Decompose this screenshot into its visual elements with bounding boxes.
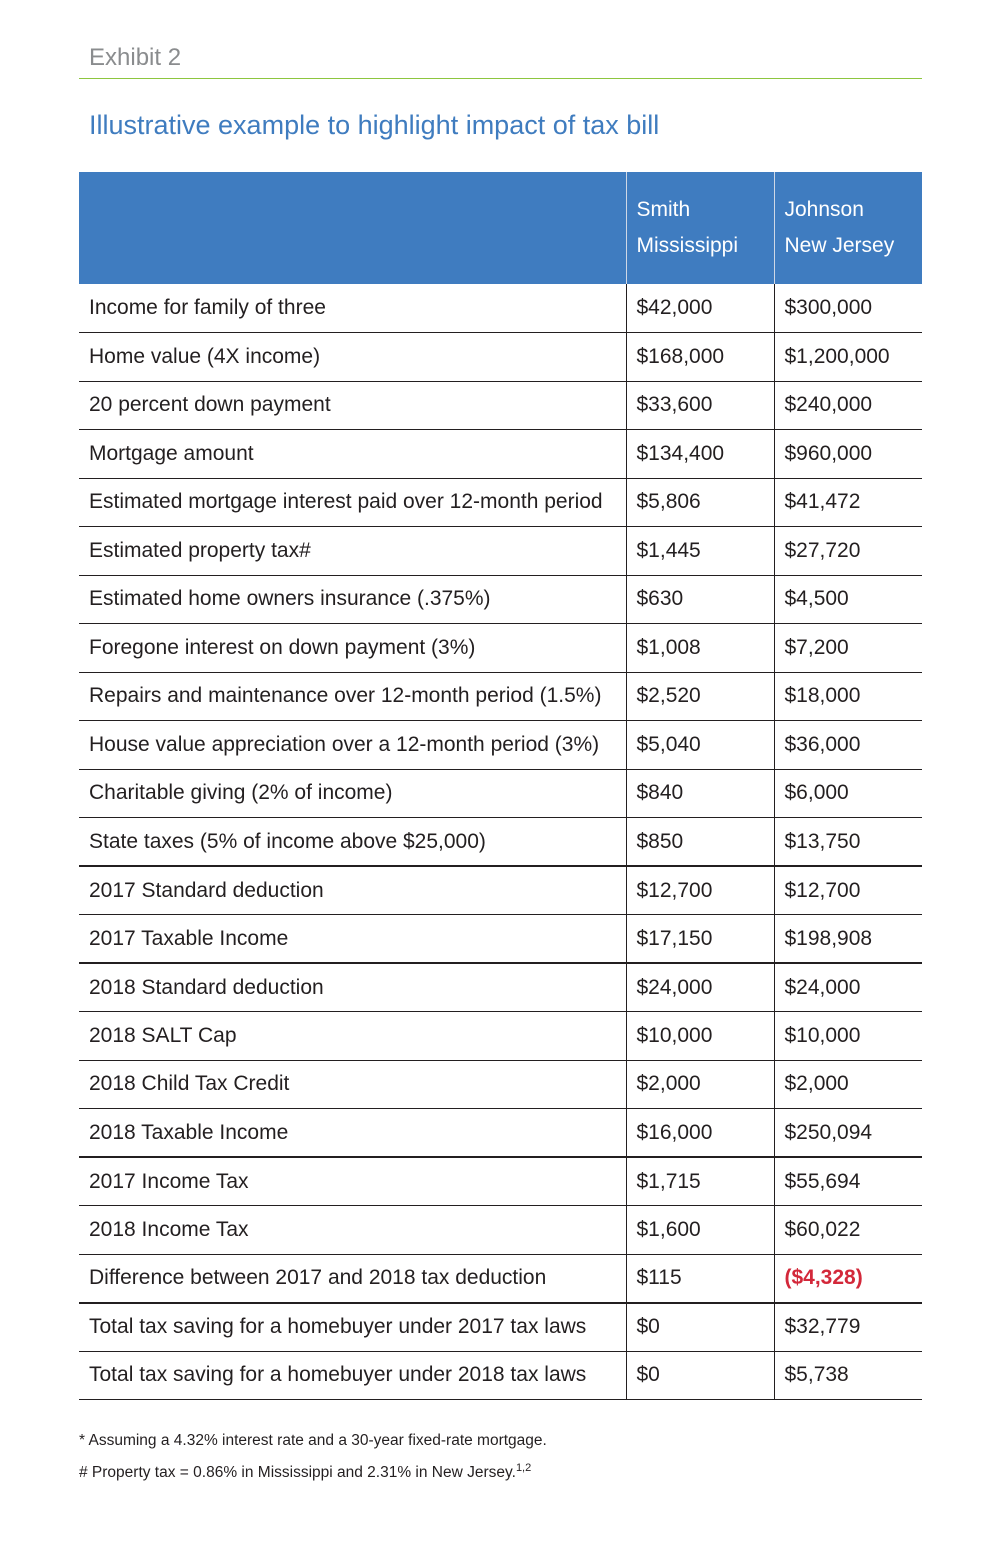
table-row [79, 1157, 922, 1206]
johnson-value: $36,000 [774, 721, 922, 770]
row-label: Repairs and maintenance over 12-month period (1.5%) [79, 672, 626, 721]
johnson-value: $55,694 [774, 1157, 922, 1206]
table-row [79, 1254, 922, 1303]
row-label: 2018 Standard deduction [79, 963, 626, 1012]
header-smith-name: Smith [636, 198, 691, 221]
table-row [79, 1351, 922, 1400]
smith-value: $840 [626, 769, 774, 818]
table-row [79, 575, 922, 624]
footnote-reference: 1,2 [515, 1462, 532, 1474]
johnson-value: $12,700 [774, 866, 922, 915]
smith-value: $42,000 [626, 284, 774, 333]
johnson-value: $2,000 [774, 1060, 922, 1109]
smith-value: $1,008 [626, 624, 774, 673]
smith-value: $115 [626, 1254, 774, 1303]
row-label: 20 percent down payment [79, 381, 626, 430]
row-label: 2017 Standard deduction [79, 866, 626, 915]
johnson-value: $32,779 [774, 1303, 922, 1352]
row-label: Foregone interest on down payment (3%) [79, 624, 626, 673]
johnson-value: $7,200 [774, 624, 922, 673]
smith-value: $0 [626, 1303, 774, 1352]
johnson-value: $198,908 [774, 915, 922, 964]
johnson-value: $240,000 [774, 381, 922, 430]
smith-value: $134,400 [626, 430, 774, 479]
smith-value: $5,806 [626, 478, 774, 527]
table-row [79, 1206, 922, 1255]
table-row [79, 866, 922, 915]
row-label: 2017 Taxable Income [79, 915, 626, 964]
johnson-value: $6,000 [774, 769, 922, 818]
johnson-value: $960,000 [774, 430, 922, 479]
smith-value: $2,000 [626, 1060, 774, 1109]
header-smith-state: Mississippi [636, 234, 739, 257]
table-row [79, 478, 922, 527]
smith-value: $1,715 [626, 1157, 774, 1206]
row-label: State taxes (5% of income above $25,000) [79, 818, 626, 867]
smith-value: $10,000 [626, 1012, 774, 1061]
row-label: 2018 Child Tax Credit [79, 1060, 626, 1109]
table-row [79, 1303, 922, 1352]
header-johnson-state: New Jersey [784, 234, 895, 257]
smith-value: $168,000 [626, 333, 774, 382]
johnson-value: $13,750 [774, 818, 922, 867]
smith-value: $1,600 [626, 1206, 774, 1255]
johnson-value: $1,200,000 [774, 333, 922, 382]
footnote-property-tax [79, 1462, 531, 1482]
row-label: 2018 Taxable Income [79, 1109, 626, 1158]
row-label: 2018 SALT Cap [79, 1012, 626, 1061]
row-label: Home value (4X income) [79, 333, 626, 382]
footnote-interest-rate: * Assuming a 4.32% interest rate and a 30-year fixed-rate mortgage. [79, 1432, 547, 1449]
row-label: Estimated home owners insurance (.375%) [79, 575, 626, 624]
header-johnson [774, 172, 922, 284]
header-blank [79, 172, 626, 284]
table-row [79, 527, 922, 576]
row-label: Income for family of three [79, 284, 626, 333]
smith-value: $1,445 [626, 527, 774, 576]
johnson-value: $250,094 [774, 1109, 922, 1158]
smith-value: $16,000 [626, 1109, 774, 1158]
exhibit-label: Exhibit 2 [89, 44, 182, 71]
footnote-property-tax-text: # Property tax = 0.86% in Mississippi and 2.31% in New Jersey. [79, 1464, 516, 1482]
johnson-value: $10,000 [774, 1012, 922, 1061]
table-row [79, 721, 922, 770]
table-row [79, 624, 922, 673]
row-label: Mortgage amount [79, 430, 626, 479]
johnson-value: $300,000 [774, 284, 922, 333]
smith-value: $0 [626, 1351, 774, 1400]
tax-comparison-table [79, 172, 922, 1400]
row-label: Difference between 2017 and 2018 tax deduction [79, 1254, 626, 1303]
johnson-value-negative: ($4,328) [774, 1254, 922, 1303]
table-row [79, 1060, 922, 1109]
row-label: Estimated mortgage interest paid over 12-month period [79, 478, 626, 527]
johnson-value: $18,000 [774, 672, 922, 721]
row-label: House value appreciation over a 12-month period (3%) [79, 721, 626, 770]
table-row [79, 1012, 922, 1061]
header-smith [626, 172, 774, 284]
johnson-value: $24,000 [774, 963, 922, 1012]
header-johnson-name: Johnson [784, 198, 864, 221]
row-label: 2018 Income Tax [79, 1206, 626, 1255]
johnson-value: $4,500 [774, 575, 922, 624]
johnson-value: $5,738 [774, 1351, 922, 1400]
smith-value: $17,150 [626, 915, 774, 964]
johnson-value: $41,472 [774, 478, 922, 527]
table-row [79, 963, 922, 1012]
row-label: Charitable giving (2% of income) [79, 769, 626, 818]
divider-line [79, 78, 922, 79]
smith-value: $33,600 [626, 381, 774, 430]
row-label: Estimated property tax# [79, 527, 626, 576]
page-title: Illustrative example to highlight impact of tax bill [89, 110, 660, 140]
table-header-row [79, 172, 922, 284]
table-row [79, 284, 922, 333]
johnson-value: $60,022 [774, 1206, 922, 1255]
johnson-value: $27,720 [774, 527, 922, 576]
smith-value: $850 [626, 818, 774, 867]
table-row [79, 333, 922, 382]
table-row [79, 1109, 922, 1158]
smith-value: $12,700 [626, 866, 774, 915]
smith-value: $630 [626, 575, 774, 624]
table-row [79, 381, 922, 430]
row-label: Total tax saving for a homebuyer under 2018 tax laws [79, 1351, 626, 1400]
table-row [79, 818, 922, 867]
row-label: Total tax saving for a homebuyer under 2017 tax laws [79, 1303, 626, 1352]
row-label: 2017 Income Tax [79, 1157, 626, 1206]
smith-value: $2,520 [626, 672, 774, 721]
table-row [79, 769, 922, 818]
table-row [79, 430, 922, 479]
smith-value: $5,040 [626, 721, 774, 770]
table-row [79, 915, 922, 964]
smith-value: $24,000 [626, 963, 774, 1012]
table-row [79, 672, 922, 721]
